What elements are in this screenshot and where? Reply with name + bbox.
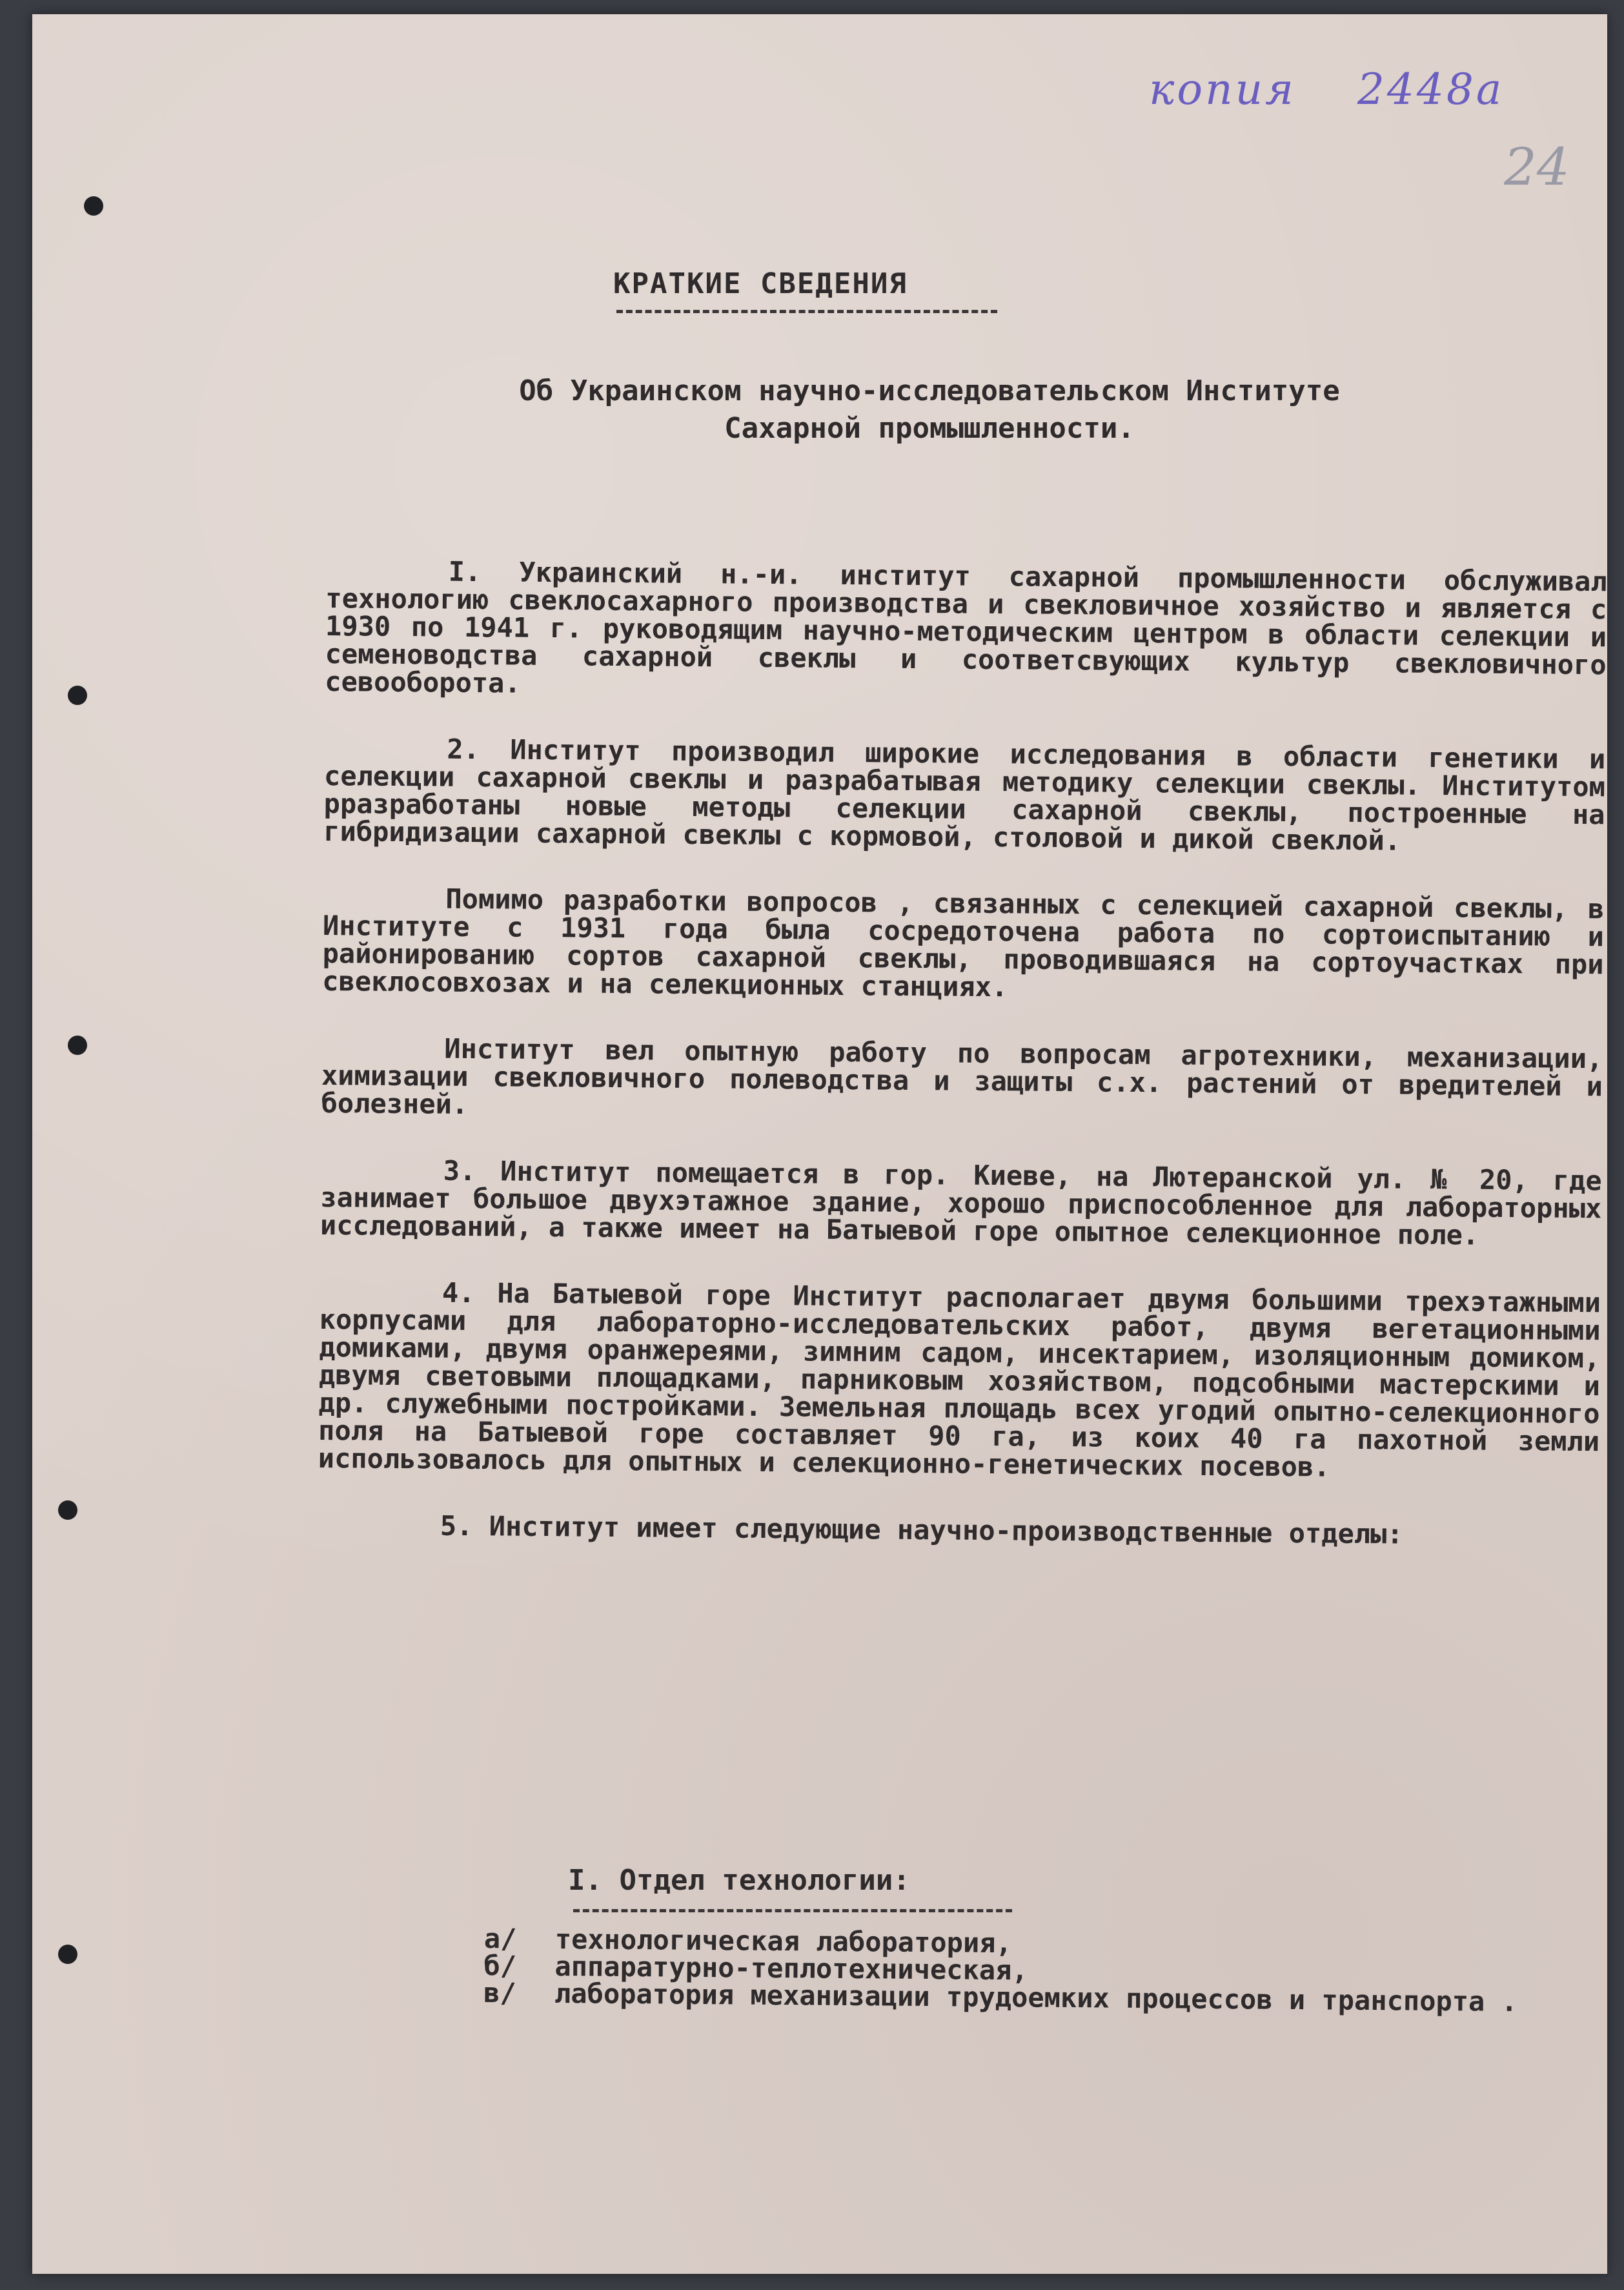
list-item-text: технологическая лаборатория, — [554, 1923, 1013, 1959]
paragraph: 2. Институт производил широкие исследования в области генетики и селекции сахарной свеклы и разрабатывая методику селекции свеклы. Институтом рразработаны новые методы селекции сахарной свеклы, построенные на гибридизации сахарной свеклы с кормовой, столовой и дикой свеклой. — [323, 733, 1606, 857]
paragraph: 3. Институт помещается в гор. Киеве, на Лютеранской ул. № 20, где занимает большое двухэтажное здание, хорошо приспособленное для лабораторных исследований, а также имеет на Батыевой горе опытное селекционное поле. — [320, 1154, 1602, 1251]
section-underline — [573, 1909, 1012, 1912]
paragraph: Институт вел опытную работу по вопросам агротехники, механизации, химизации свекловичного полеводства и защиты с.х. растений от вредителей и болезней. — [321, 1032, 1603, 1120]
punch-hole — [58, 1945, 77, 1964]
archive-copy-annotation — [1149, 65, 1504, 114]
section-list — [483, 1925, 1530, 2016]
copy-word: копия — [1149, 65, 1296, 114]
document-subtitle — [381, 373, 1478, 447]
punch-hole — [68, 1036, 87, 1055]
list-marker: б/ — [483, 1949, 517, 1982]
section-title: I. Отдел технологии: — [568, 1864, 910, 1897]
paragraph: I. Украинский н.-и. институт сахарной промышленности обслуживал технологию свеклосахарного производства и свекловичное хозяйство и является с 1930 по 1941 г. руководящим научно-методическим центром в области селекции и семеноводства сахарной свеклы и соответсвующих культур свекловичного севооборота. — [325, 555, 1607, 699]
list-item-text: лаборатория механизации трудоемких процессов и транспорта . — [554, 1977, 1518, 2018]
paragraph: 5. Институт имеет следующие научно-производственные отделы: — [440, 1509, 1403, 1550]
title-underline — [616, 310, 997, 313]
list-item-text: аппаратурно-теплотехническая, — [554, 1950, 1028, 1987]
punch-hole — [58, 1500, 77, 1520]
copy-number: 2448а — [1357, 65, 1505, 114]
subtitle-line: Сахарной промышленности. — [724, 412, 1135, 445]
document-title: КРАТКИЕ СВЕДЕНИЯ — [613, 267, 908, 300]
punch-hole — [84, 196, 103, 216]
document-body — [317, 557, 1607, 1588]
list-marker: а/ — [483, 1923, 517, 1955]
subtitle-line: Об Украинском научно-исследовательском Институте — [519, 374, 1340, 407]
document-page — [32, 14, 1607, 2274]
page-number: 24 — [1504, 137, 1570, 197]
list-marker: в/ — [483, 1976, 516, 2009]
paragraph: Помимо разработки вопросов , связанных с селекцией сахарной свеклы, в Институте с 1931 года была сосредоточена работа по сортоиспытанию и районированию сортов сахарной свеклы, проводившаяся на сортоучастках при свеклосовхозах и на селекционных станциях. — [322, 883, 1605, 1003]
list-item — [483, 1976, 1529, 2018]
punch-hole — [68, 686, 87, 705]
paragraph: 4. На Батыевой горе Институт располагает двумя большими трехэтажными корпусами для лабораторно-исследовательских работ, двумя вегетационными домиками, двумя оранжереями, зимним садом, инсектарием, изоляционным домиком, двумя световыми площадками, парниковым хозяйством, подсобными мастерскими и др. служебными постройками. Земельная площадь всех угодий опытно-селекционного поля на Батыевой горе составляет 90 га, из коих 40 га пахотной земли использовалось для опытных и селекционно-генетических посевов. — [318, 1276, 1601, 1483]
